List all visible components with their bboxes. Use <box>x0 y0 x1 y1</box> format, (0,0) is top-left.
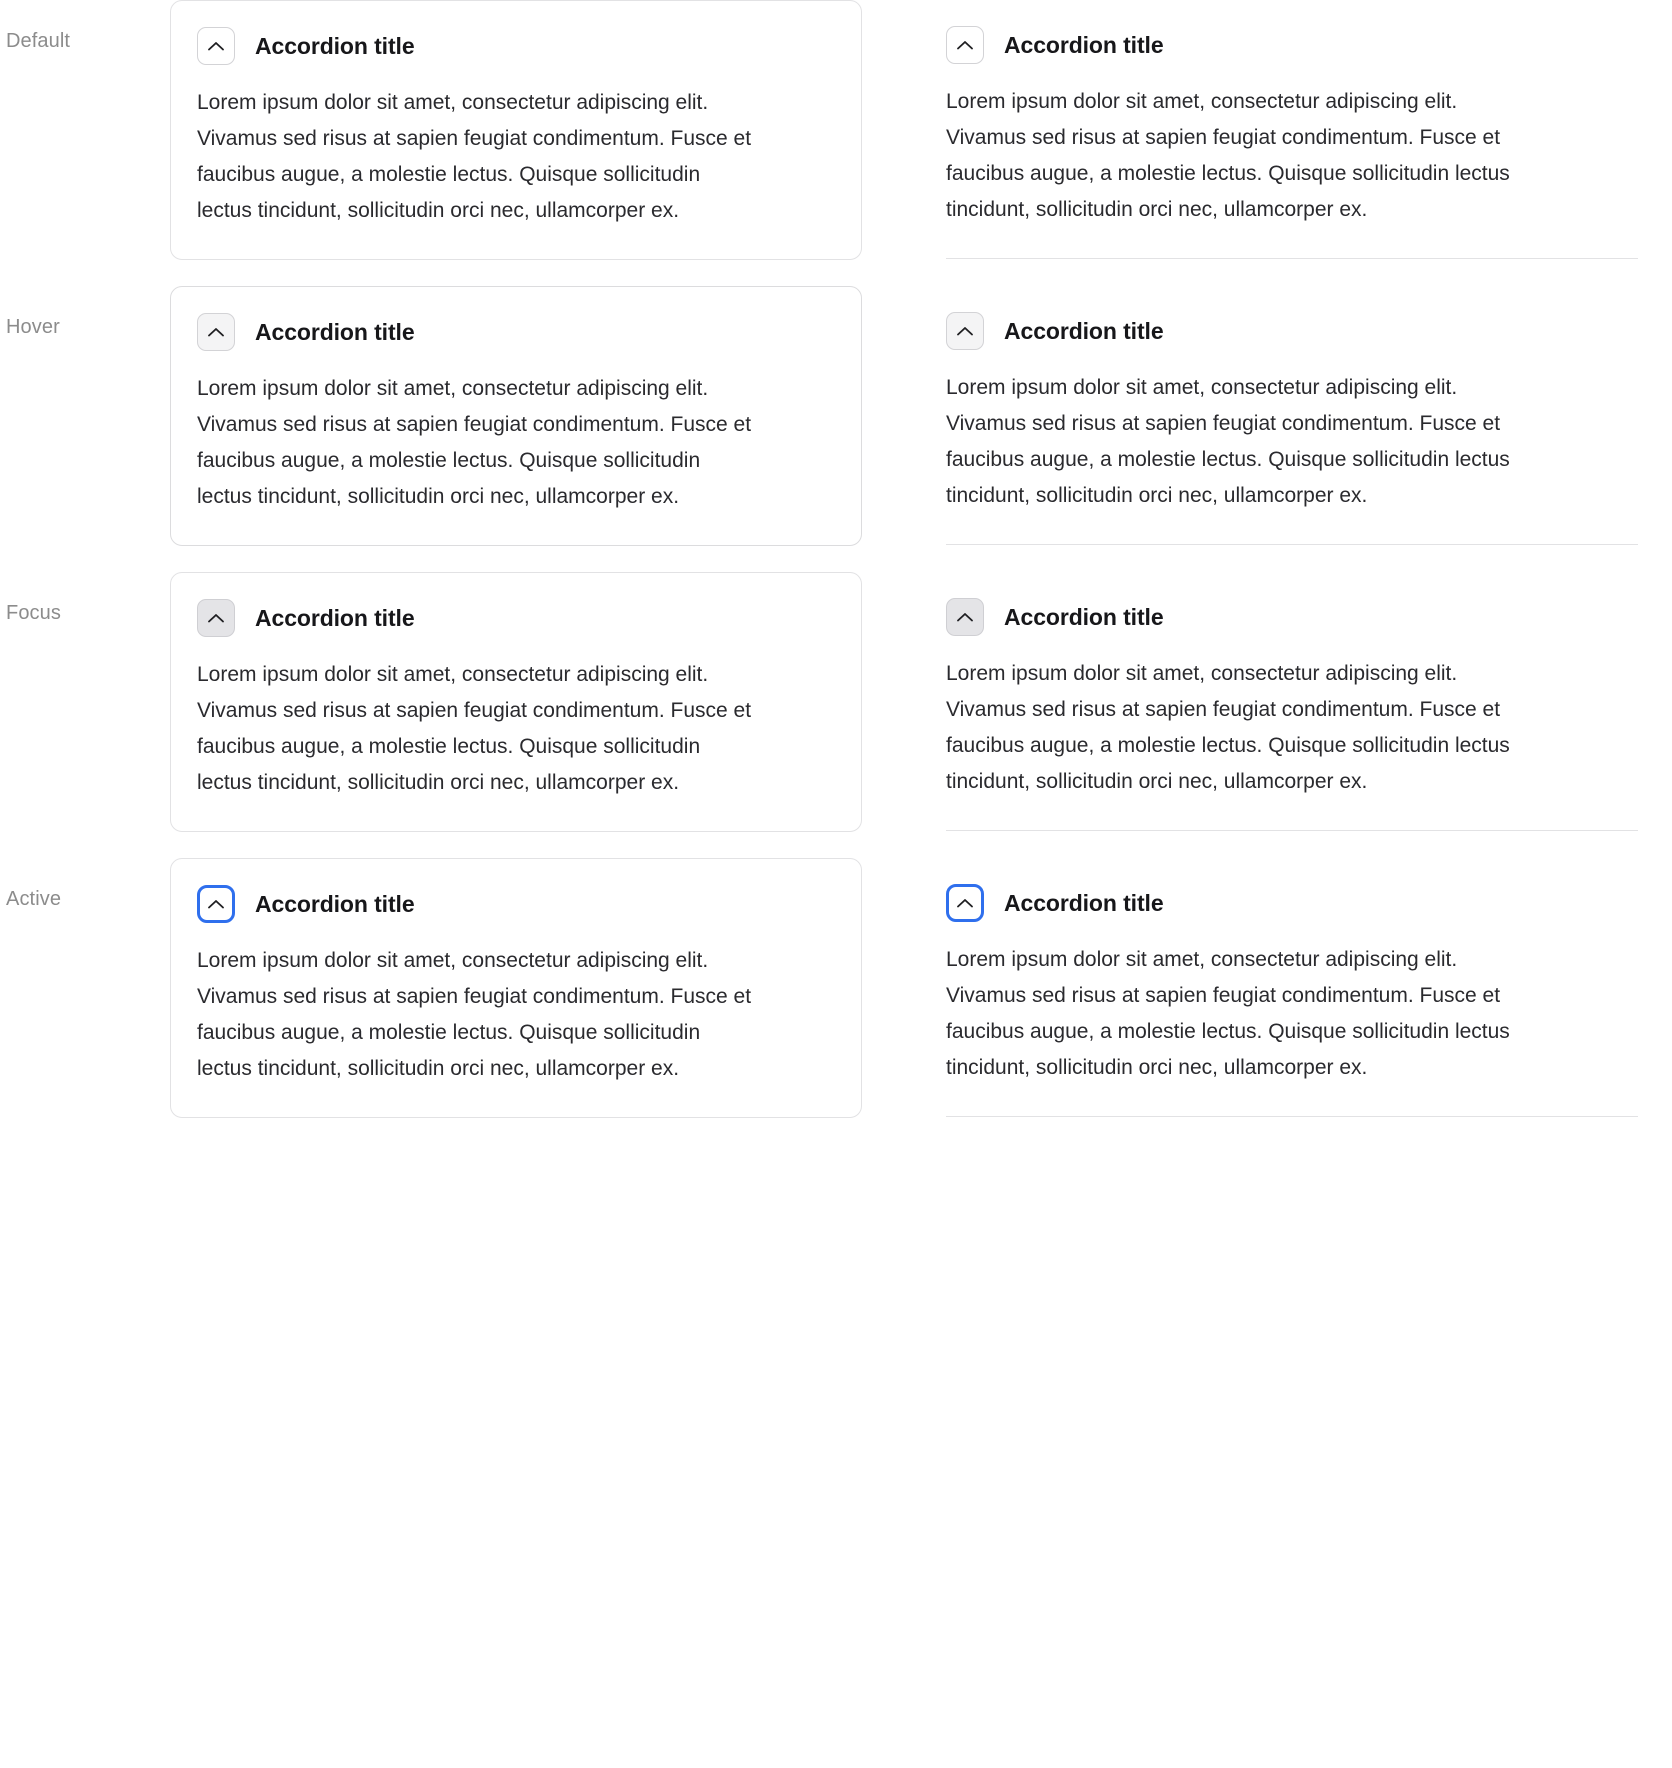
accordion-body: Lorem ipsum dolor sit amet, consectetur adipiscing elit. Vivamus sed risus at sapien feugiat condimentum. Fusce et faucibus augue, a molestie lectus. Quisque sollicitudin lectus tincidunt, sollicitudin orci nec, ullamcorper ex. <box>946 948 1510 1079</box>
accordion-body: Lorem ipsum dolor sit amet, consectetur adipiscing elit. Vivamus sed risus at sapien feugiat condimentum. Fusce et faucibus augue, a molestie lectus. Quisque sollicitudin lectus tincidunt, sollicitudin orci nec, ullamcorper ex. <box>197 663 752 794</box>
accordion-lined-focus[interactable] <box>946 572 1638 831</box>
state-label-hover: Hover <box>6 316 60 338</box>
chevron-up-icon <box>208 327 224 337</box>
state-row-hover <box>0 286 1672 546</box>
state-row-focus <box>0 572 1672 832</box>
chevron-up-icon <box>957 898 973 908</box>
row-spacer <box>0 260 1672 286</box>
accordion-title: Accordion title <box>255 605 415 631</box>
accordion-title: Accordion title <box>255 891 415 917</box>
accordion-toggle-button[interactable] <box>197 313 235 351</box>
accordion-title: Accordion title <box>255 33 415 59</box>
row-spacer <box>0 832 1672 858</box>
accordion-header[interactable] <box>197 885 835 923</box>
accordion-toggle-button[interactable] <box>197 885 235 923</box>
state-label-active: Active <box>6 888 62 910</box>
accordion-title: Accordion title <box>1004 32 1164 58</box>
accordion-body: Lorem ipsum dolor sit amet, consectetur adipiscing elit. Vivamus sed risus at sapien feugiat condimentum. Fusce et faucibus augue, a molestie lectus. Quisque sollicitudin lectus tincidunt, sollicitudin orci nec, ullamcorper ex. <box>197 377 752 508</box>
chevron-up-icon <box>957 40 973 50</box>
accordion-header[interactable] <box>946 884 1638 922</box>
accordion-body: Lorem ipsum dolor sit amet, consectetur adipiscing elit. Vivamus sed risus at sapien feugiat condimentum. Fusce et faucibus augue, a molestie lectus. Quisque sollicitudin lectus tincidunt, sollicitudin orci nec, ullamcorper ex. <box>946 662 1510 793</box>
state-row-cards <box>170 858 1672 1118</box>
accordion-boxed-focus-wrapper <box>170 572 862 832</box>
state-label-focus: Focus <box>6 602 61 624</box>
accordion-body: Lorem ipsum dolor sit amet, consectetur adipiscing elit. Vivamus sed risus at sapien feugiat condimentum. Fusce et faucibus augue, a molestie lectus. Quisque sollicitudin lectus tincidunt, sollicitudin orci nec, ullamcorper ex. <box>946 376 1510 507</box>
accordion-body: Lorem ipsum dolor sit amet, consectetur adipiscing elit. Vivamus sed risus at sapien feugiat condimentum. Fusce et faucibus augue, a molestie lectus. Quisque sollicitudin lectus tincidunt, sollicitudin orci nec, ullamcorper ex. <box>197 91 752 222</box>
accordion-header[interactable] <box>197 599 835 637</box>
accordion-lined-hover[interactable] <box>946 286 1638 545</box>
accordion-toggle-button[interactable] <box>946 312 984 350</box>
accordion-lined-default[interactable] <box>946 0 1638 259</box>
accordion-toggle-button[interactable] <box>946 26 984 64</box>
accordion-lined-active[interactable] <box>946 858 1638 1117</box>
accordion-body: Lorem ipsum dolor sit amet, consectetur adipiscing elit. Vivamus sed risus at sapien feugiat condimentum. Fusce et faucibus augue, a molestie lectus. Quisque sollicitudin lectus tincidunt, sollicitudin orci nec, ullamcorper ex. <box>946 90 1510 221</box>
state-row-default <box>0 0 1672 260</box>
accordion-boxed-focus[interactable] <box>170 572 862 832</box>
accordion-lined-active-wrapper <box>946 858 1638 1118</box>
state-row-cards <box>170 286 1672 546</box>
accordion-header[interactable] <box>946 598 1638 636</box>
accordion-toggle-button[interactable] <box>197 599 235 637</box>
accordion-header[interactable] <box>946 312 1638 350</box>
accordion-toggle-button[interactable] <box>197 27 235 65</box>
accordion-title: Accordion title <box>1004 318 1164 344</box>
chevron-up-icon <box>208 899 224 909</box>
accordion-boxed-hover[interactable] <box>170 286 862 546</box>
accordion-lined-focus-wrapper <box>946 572 1638 832</box>
accordion-toggle-button[interactable] <box>946 884 984 922</box>
accordion-boxed-hover-wrapper <box>170 286 862 546</box>
accordion-title: Accordion title <box>255 319 415 345</box>
accordion-lined-hover-wrapper <box>946 286 1638 546</box>
state-label-default: Default <box>6 30 71 52</box>
state-row-cards <box>170 0 1672 260</box>
accordion-lined-default-wrapper <box>946 0 1638 260</box>
accordion-boxed-default[interactable] <box>170 0 862 260</box>
accordion-header[interactable] <box>946 26 1638 64</box>
chevron-up-icon <box>208 41 224 51</box>
accordion-boxed-active-wrapper <box>170 858 862 1118</box>
accordion-boxed-active[interactable] <box>170 858 862 1118</box>
accordion-header[interactable] <box>197 27 835 65</box>
accordion-header[interactable] <box>197 313 835 351</box>
state-row-cards <box>170 572 1672 832</box>
accordion-toggle-button[interactable] <box>946 598 984 636</box>
chevron-up-icon <box>208 613 224 623</box>
chevron-up-icon <box>957 326 973 336</box>
chevron-up-icon <box>957 612 973 622</box>
accordion-boxed-default-wrapper <box>170 0 862 260</box>
accordion-title: Accordion title <box>1004 890 1164 916</box>
row-spacer <box>0 546 1672 572</box>
state-row-active <box>0 858 1672 1118</box>
accordion-title: Accordion title <box>1004 604 1164 630</box>
accordion-body: Lorem ipsum dolor sit amet, consectetur adipiscing elit. Vivamus sed risus at sapien feugiat condimentum. Fusce et faucibus augue, a molestie lectus. Quisque sollicitudin lectus tincidunt, sollicitudin orci nec, ullamcorper ex. <box>197 949 752 1080</box>
